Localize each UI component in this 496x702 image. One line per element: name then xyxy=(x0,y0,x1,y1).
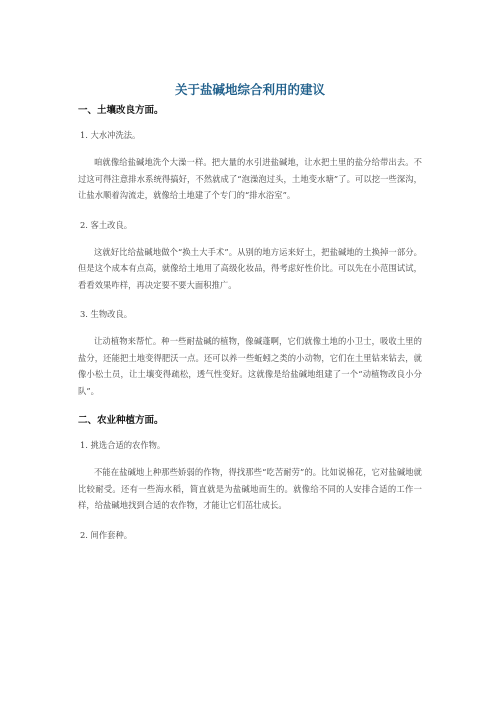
item-label-crop-selection: 1. 挑选合适的农作物。 xyxy=(80,440,166,450)
section-heading-agriculture: 二、农业种植方面。 xyxy=(78,415,164,426)
section-heading-soil: 一、土壤改良方面。 xyxy=(78,105,164,116)
paragraph-crop-selection: 不能在盐碱地上种那些娇弱的作物，得找那些“吃苦耐劳”的。比如说棉花，它对盐碱地就比较耐受。还有一些海水稻，简直就是为盐碱地而生的。就像给不同的人安排合适的工作一样，给盐碱地找到合适的农作物，才能让它们茁壮成长。 xyxy=(78,467,422,510)
item-label-water-flush: 1. 大水冲洗法。 xyxy=(80,130,141,140)
item-label-intercropping: 2. 间作套种。 xyxy=(80,529,133,540)
paragraph-soil-replacement: 这就好比给盐碱地做个“换土大手术”。从别的地方运来好土，把盐碱地的土换掉一部分。但是这个成本有点高，就像给土地用了高级化妆品，得考虑好性价比。可以先在小范围试试，看看效果咋样，再决定要不要大面积推广。 xyxy=(78,246,422,290)
item-label-biological: 3. 生物改良。 xyxy=(80,309,133,319)
item-label-soil-replacement: 2. 客土改良。 xyxy=(80,219,133,230)
paragraph-biological: 让动植物来帮忙。种一些耐盐碱的植物，像碱蓬啊，它们就像土地的小卫士，吸收土里的盐分，还能把土地变得肥沃一点。还可以养一些蚯蚓之类的小动物，它们在土里钻来钻去，就像小松土员，让土壤变得疏松，透气性变好。这就像是给盐碱地组建了一个“动植物改良小分队”。 xyxy=(78,336,422,396)
paragraph-water-flush: 咱就像给盐碱地洗个大澡一样。把大量的水引进盐碱地，让水把土里的盐分给带出去。不过这可得注意排水系统得搞好，不然就成了“泡澡泡过头，土地变水塘”了。可以挖一些深沟，让盐水顺着沟流走，就像给土地建了个专门的“排水浴室”。 xyxy=(78,157,422,200)
document-title: 关于盐碱地综合利用的建议 xyxy=(174,82,325,97)
